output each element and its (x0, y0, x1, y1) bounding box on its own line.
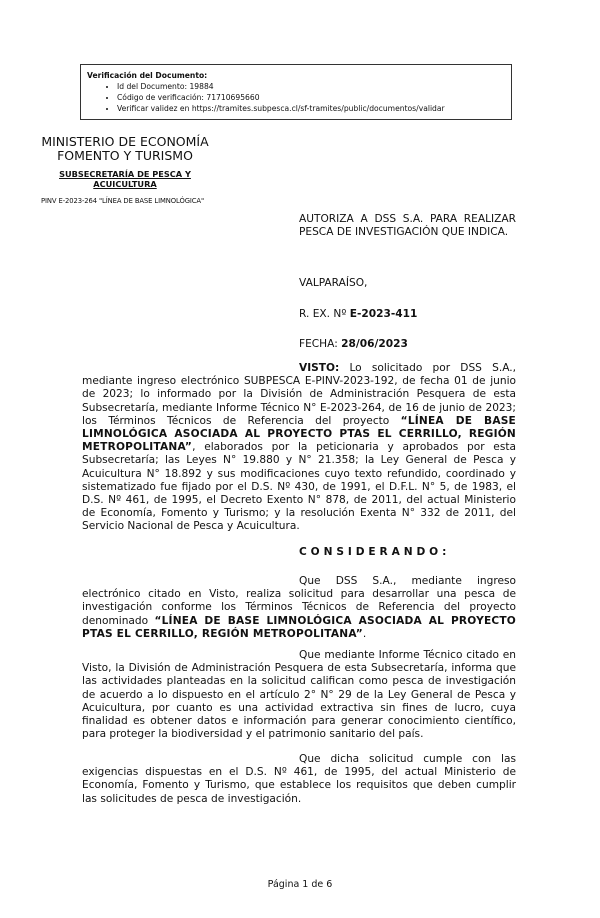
verification-url[interactable]: • Verificar validez en https://tramites.subpesca.cl/sf-tramites/public/documentos/validar (117, 103, 505, 114)
document-reference: PINV E-2023-264 "LÍNEA DE BASE LIMNOLÓGICA" (41, 197, 204, 205)
verification-code: • Código de verificación: 71710695660 (117, 92, 505, 103)
subsecretaria-line-1: SUBSECRETARÍA DE PESCA Y (59, 169, 191, 179)
place: VALPARAÍSO, (299, 277, 368, 289)
resolution-value: E-2023-411 (349, 308, 418, 320)
resolution-summary: AUTORIZA A DSS S.A. PARA REALIZAR PESCA DE INVESTIGACIÓN QUE INDICA. (299, 213, 516, 238)
verification-list (87, 81, 505, 114)
date-label: FECHA: (299, 338, 338, 350)
considerando-p2-text: Que mediante Informe Técnico citado en Visto, la División de Administración Pesquera de esta Subsecretaría, informa que las actividades planteadas en la solicitud califican como pesca de investigación de acuerdo a lo dispuesto en el artículo 2° N° 29 de la Ley General de Pesca y Acuicultura, por cuanto es una actividad extractiva sin fines de lucro, cuya finalidad es obtener datos e información para generar conocimiento científico, para proteger la biodiversidad y el patrimonio sanitario del país. (82, 649, 516, 741)
considerando-p1-text: Que DSS S.A., mediante ingreso electrónico citado en Visto, realiza solicitud para desarrollar una pesca de investigación conforme los Términos Técnicos de Referencia del proyecto denominado (82, 575, 516, 627)
considerando-heading: CONSIDERANDO: (299, 546, 451, 558)
considerando-p1-end: . (362, 627, 367, 640)
page-number: Página 1 de 6 (267, 879, 333, 890)
considerando-paragraph-3 (82, 753, 516, 806)
verification-id: • Id del Documento: 19884 (117, 81, 505, 92)
visto-text-2: , elaborados por la peticionaria y aprobados por esta Subsecretaría; las Leyes N° 19.880 y N° 21.358; la Ley General de Pesca y Acuicultura N° 18.892 y sus modificaciones cuyo texto refundido, coordinado y sistematizado fue fijado por el D.S. Nº 430, de 1991, el D.F.L. N° 5, de 1983, el D.S. Nº 461, de 1995, el Decreto Exento N° 878, de 2011, del actual Ministerio de Economía, Fomento y Turismo; y la resolución Exenta N° 332 de 2011, del Servicio Nacional de Pesca y Acuicultura. (82, 441, 516, 533)
subsecretaria-line-2: ACUICULTURA (93, 179, 157, 189)
resolution-date (299, 338, 516, 351)
resolution-label: R. EX. Nº (299, 308, 347, 320)
ministry-line-2: FOMENTO Y TURISMO (57, 148, 193, 163)
ministry-line-1: MINISTERIO DE ECONOMÍA (41, 134, 209, 149)
verification-box (80, 64, 512, 120)
visto-text-1: Lo solicitado por DSS S.A., mediante ingreso electrónico SUBPESCA E-PINV-2023-192, de fecha 01 de junio de 2023; lo informado por la División de Administración Pesquera de esta Subsecretaría, mediante Informe Técnico N° E-2023-264, de 16 de junio de 2023; los Términos Técnicos de Referencia del proyecto (82, 362, 516, 427)
subsecretaria-name (44, 169, 206, 189)
ministry-name (41, 135, 209, 163)
visto-label: VISTO: (299, 362, 340, 374)
considerando-p1-project: “LÍNEA DE BASE LIMNOLÓGICA ASOCIADA AL PROYECTO PTAS EL CERRILLO, REGIÓN METROPOLITANA” (82, 614, 517, 640)
considerando-p3-text: Que dicha solicitud cumple con las exigencias dispuestas en el D.S. Nº 461, de 1995, del actual Ministerio de Economía, Fomento y Turismo, que establece los requisitos que deben cumplir las solicitudes de pesca de investigación. (82, 753, 516, 805)
considerando-paragraph-1 (82, 575, 516, 641)
resolution-number (299, 308, 516, 321)
considerando-paragraph-2 (82, 649, 516, 741)
date-value: 28/06/2023 (341, 338, 408, 350)
visto-paragraph (82, 362, 516, 534)
verification-title: Verificación del Documento: (87, 71, 208, 80)
visto-project-title: “LÍNEA DE BASE LIMNOLÓGICA ASOCIADA AL PROYECTO PTAS EL CERRILLO, REGIÓN METROPOLITANA” (82, 414, 516, 454)
